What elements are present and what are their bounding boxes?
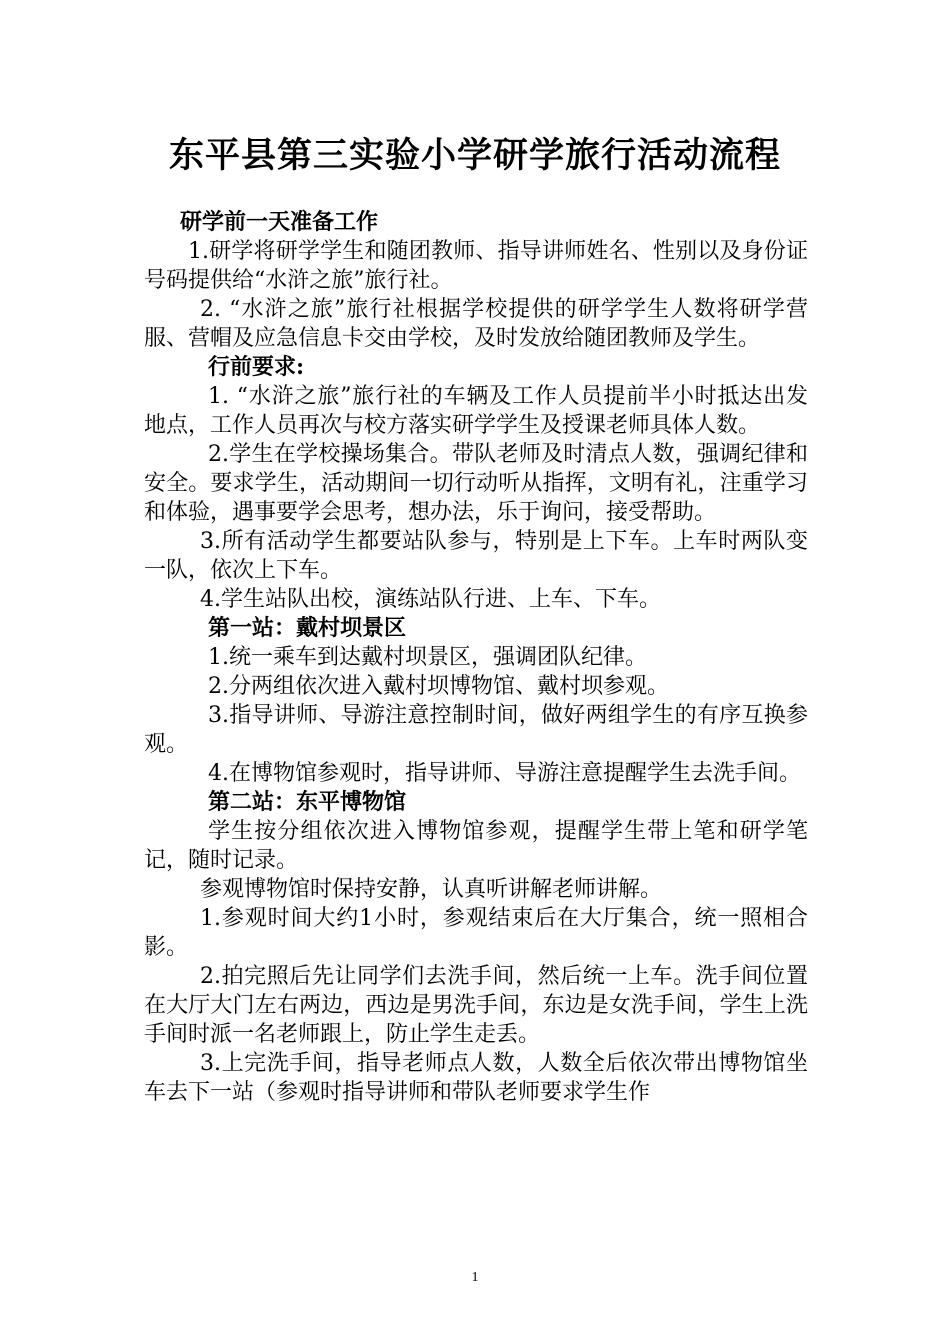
section-heading-station1: 第一站：戴村坝景区 [208, 615, 407, 641]
section-heading-prep: 研学前一天准备工作 [180, 209, 379, 235]
station2-item-1: 1.参观时间大约1小时，参观结束后在大厅集合，统一照相合影。 [144, 906, 808, 960]
prep-item-2: 2. “水浒之旅”旅行社根据学校提供的研学学生人数将研学营服、营帽及应急信息卡交由学校，及时发放给随团教师及学生。 [144, 297, 808, 351]
section-heading-pre-trip: 行前要求: [208, 354, 305, 380]
document-body [144, 208, 808, 1107]
station1-item-3: 3.指导讲师、导游注意控制时间，做好两组学生的有序互换参观。 [144, 703, 808, 757]
page-number: 1 [471, 1270, 479, 1285]
station1-item-4: 4.在博物馆参观时，指导讲师、导游注意提醒学生去洗手间。 [208, 761, 801, 786]
document-title: 东平县第三实验小学研学旅行活动流程 [168, 135, 781, 176]
station2-item-3: 3.上完洗手间，指导老师点人数，人数全后依次带出博物馆坐车去下一站（参观时指导讲师和带队老师要求学生作 [144, 1051, 808, 1105]
pre-trip-item-1: 1. “水浒之旅”旅行社的车辆及工作人员提前半小时抵达出发地点，工作人员再次与校方落实研学学生及授课老师具体人数。 [144, 384, 808, 438]
pre-trip-item-3: 3.所有活动学生都要站队参与，特别是上下车。上车时两队变一队，依次上下车。 [144, 529, 808, 583]
station1-item-1: 1.统一乘车到达戴村坝景区，强调团队纪律。 [208, 645, 647, 670]
station2-intro-1: 学生按分组依次进入博物馆参观，提醒学生带上笔和研学笔记，随时记录。 [144, 819, 808, 873]
section-heading-station2: 第二站：东平博物馆 [208, 789, 407, 815]
station2-item-2: 2.拍完照后先让同学们去洗手间，然后统一上车。洗手间位置在大厅大门左右两边，西边是男洗手间，东边是女洗手间，学生上洗手间时派一名老师跟上，防止学生走丢。 [144, 964, 808, 1047]
station1-item-2: 2.分两组依次进入戴村坝博物馆、戴村坝参观。 [208, 674, 669, 699]
pre-trip-item-2: 2.学生在学校操场集合。带队老师及时清点人数，强调纪律和安全。要求学生，活动期间一切行动听从指挥，文明有礼，注重学习和体验，遇事要学会思考，想办法，乐于询问，接受帮助。 [144, 442, 808, 525]
prep-item-1: 1.研学将研学学生和随团教师、指导讲师姓名、性别以及身份证号码提供给“水浒之旅”旅行社。 [144, 239, 808, 293]
pre-trip-item-4: 4.学生站队出校，演练站队行进、上车、下车。 [200, 587, 661, 612]
station2-intro-2: 参观博物馆时保持安静，认真听讲解老师讲解。 [200, 877, 663, 902]
